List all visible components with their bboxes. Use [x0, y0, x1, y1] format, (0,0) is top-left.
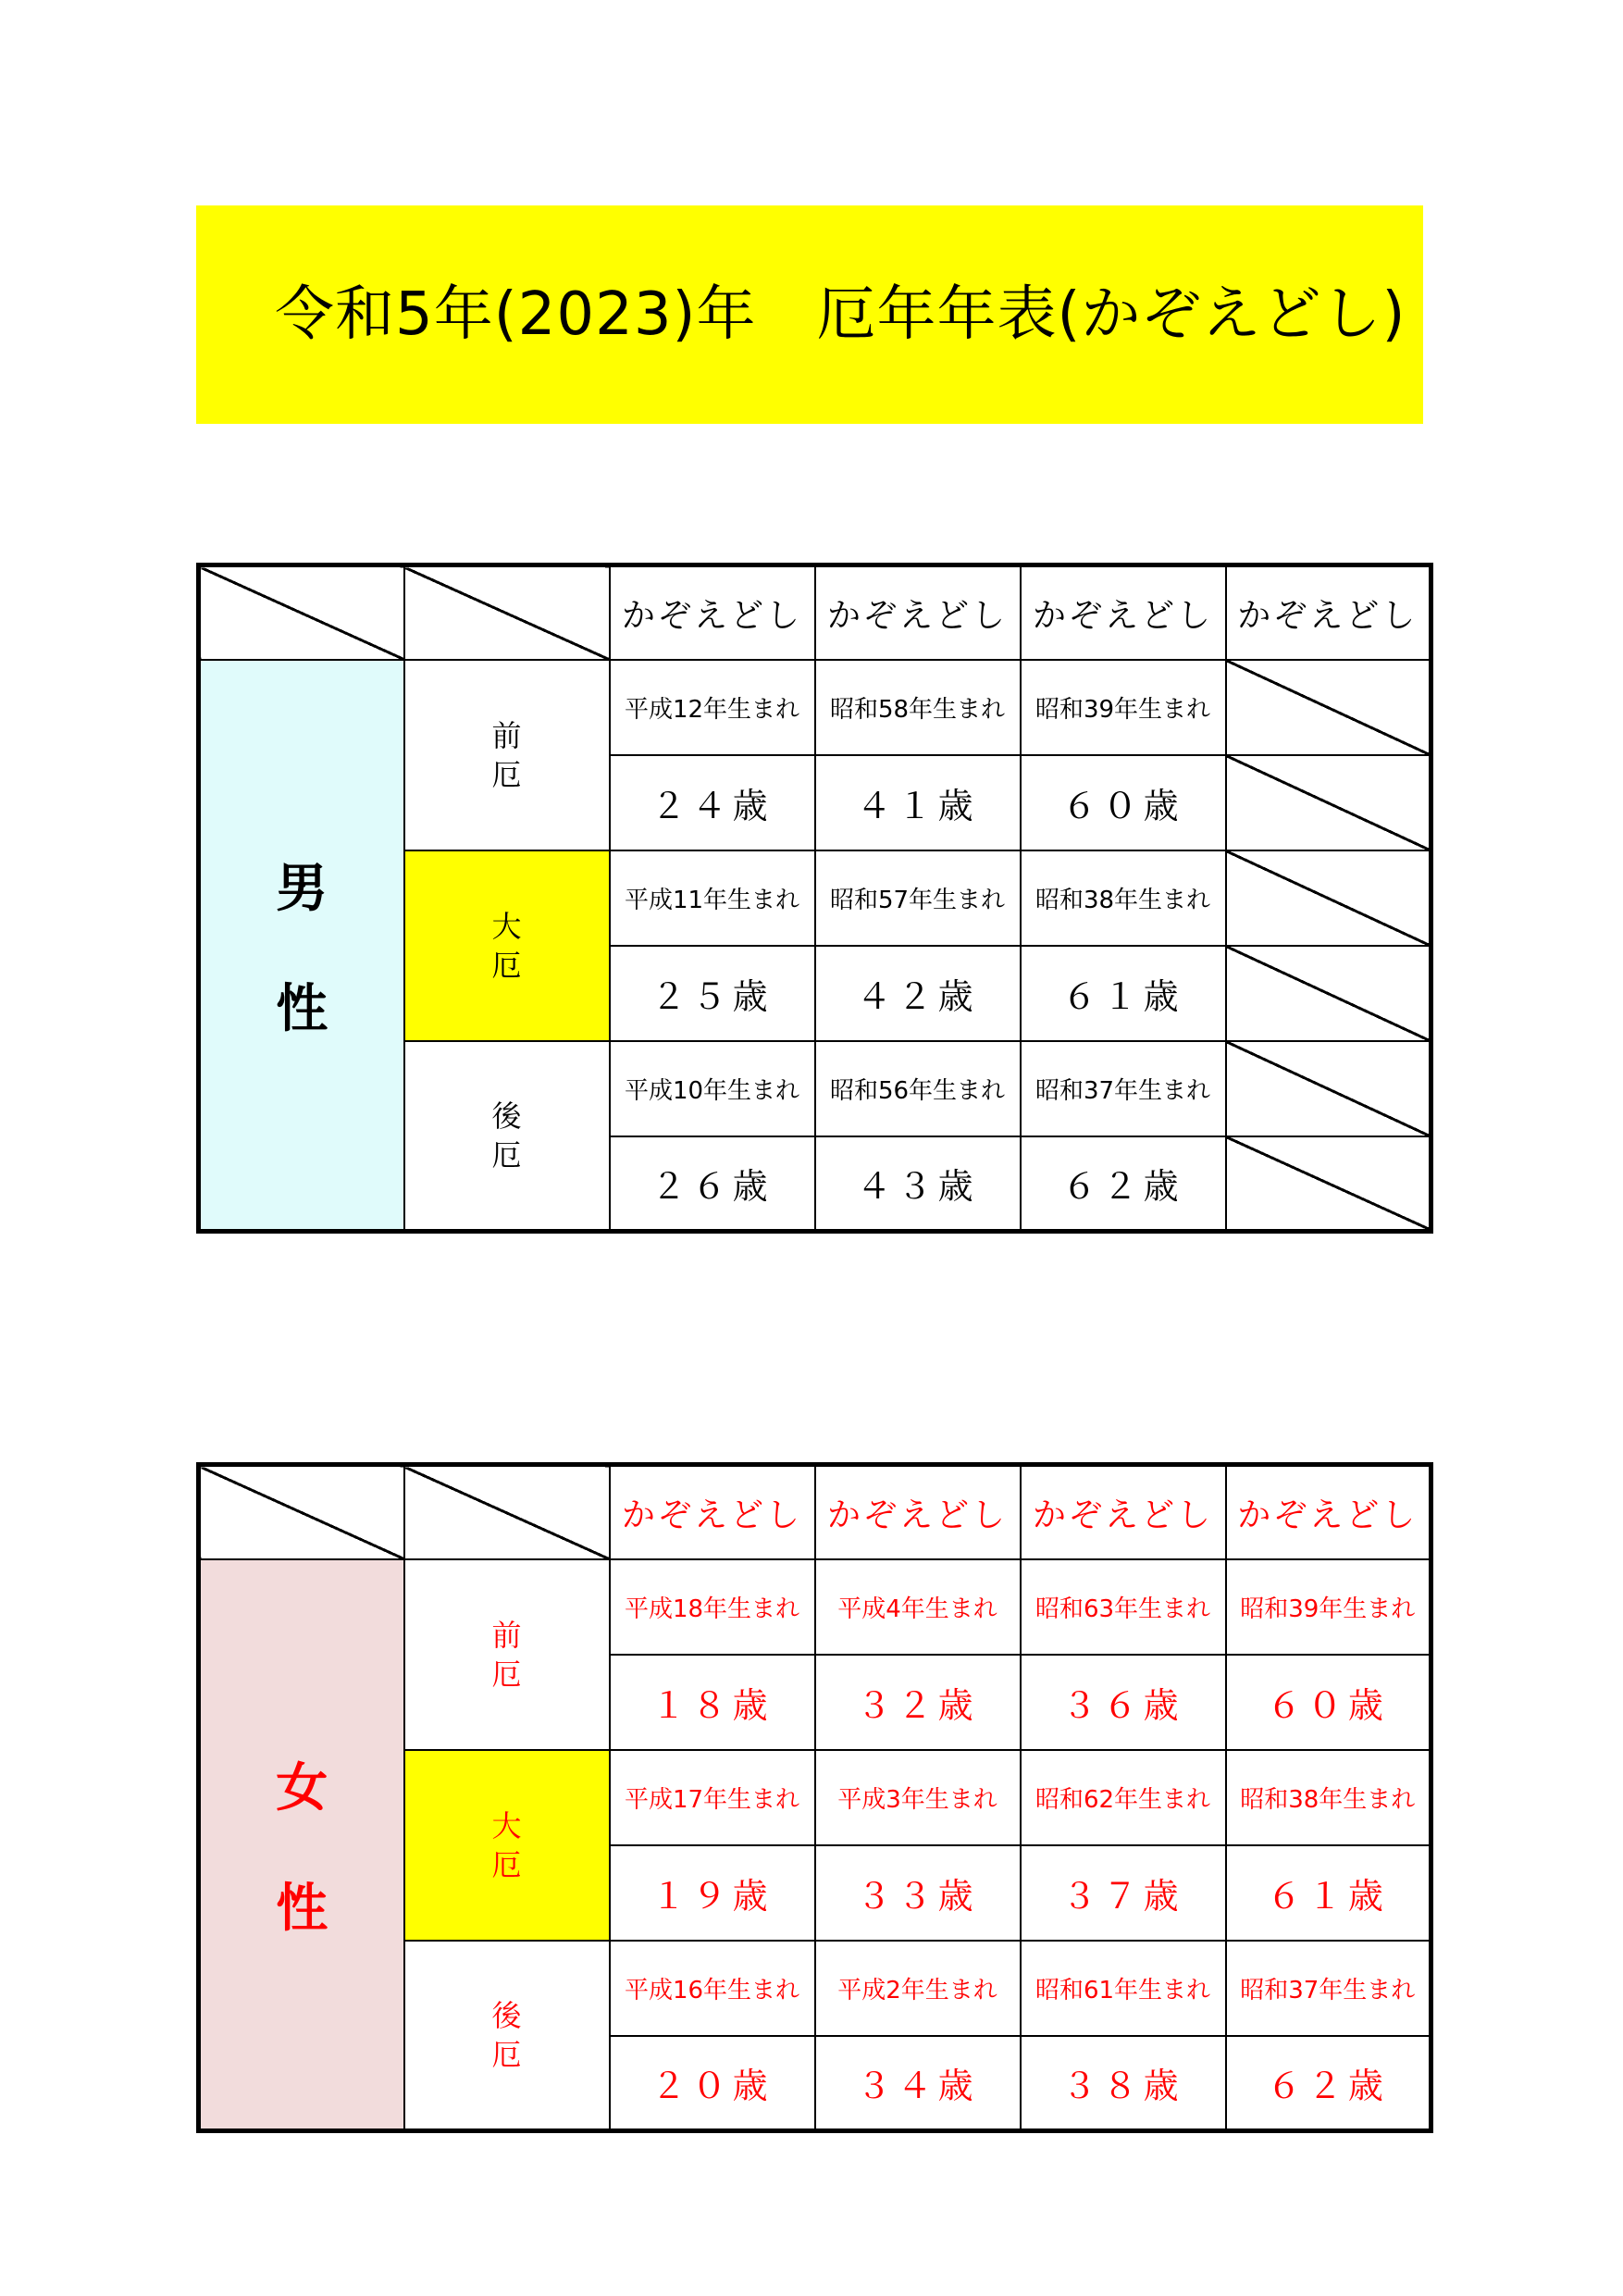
age-cell: ３４歳: [815, 2036, 1021, 2131]
birth-year-cell: 平成16年生まれ: [610, 1941, 815, 2036]
age-cell: ２４歳: [610, 755, 815, 850]
birth-year-cell: 昭和39年生まれ: [1226, 1559, 1431, 1655]
age-cell: ２０歳: [610, 2036, 815, 2131]
column-header: かぞえどし: [610, 1465, 815, 1559]
birth-year-cell: 昭和37年生まれ: [1226, 1941, 1431, 2036]
age-cell: ６１歳: [1021, 946, 1226, 1041]
birth-year-cell: 平成3年生まれ: [815, 1750, 1021, 1845]
age-cell: ４２歳: [815, 946, 1021, 1041]
period-label-atoyaku: 後 厄: [404, 1041, 610, 1232]
birth-year-cell: 平成18年生まれ: [610, 1559, 815, 1655]
age-cell: ４３歳: [815, 1136, 1021, 1232]
birth-year-cell: 昭和39年生まれ: [1021, 660, 1226, 755]
empty-diagonal-cell: [1226, 1041, 1431, 1136]
age-cell: ６１歳: [1226, 1845, 1431, 1941]
birth-year-cell: 昭和57年生まれ: [815, 850, 1021, 946]
column-header: かぞえどし: [610, 565, 815, 660]
birth-year-cell: 平成10年生まれ: [610, 1041, 815, 1136]
corner-diagonal-cell: [199, 565, 404, 660]
birth-year-cell: 平成4年生まれ: [815, 1559, 1021, 1655]
period-label-maeyaku: 前 厄: [404, 1559, 610, 1750]
birth-year-cell: 平成2年生まれ: [815, 1941, 1021, 2036]
women-yakudoshi-table: [196, 1462, 1433, 2133]
birth-year-cell: 昭和56年生まれ: [815, 1041, 1021, 1136]
age-cell: １９歳: [610, 1845, 815, 1941]
period-label-atoyaku: 後 厄: [404, 1941, 610, 2131]
birth-year-cell: 昭和37年生まれ: [1021, 1041, 1226, 1136]
age-cell: ３３歳: [815, 1845, 1021, 1941]
column-header: かぞえどし: [1021, 565, 1226, 660]
column-header: かぞえどし: [815, 565, 1021, 660]
birth-year-cell: 昭和61年生まれ: [1021, 1941, 1226, 2036]
birth-year-cell: 平成17年生まれ: [610, 1750, 815, 1845]
column-header: かぞえどし: [1226, 1465, 1431, 1559]
empty-diagonal-cell: [1226, 1136, 1431, 1232]
age-cell: ２６歳: [610, 1136, 815, 1232]
age-cell: ３６歳: [1021, 1655, 1226, 1750]
period-label-taiyaku: 大 厄: [404, 1750, 610, 1941]
age-cell: ６０歳: [1226, 1655, 1431, 1750]
age-cell: ６２歳: [1226, 2036, 1431, 2131]
birth-year-cell: 昭和58年生まれ: [815, 660, 1021, 755]
gender-label-women: 女 性: [199, 1559, 404, 2131]
age-cell: ６２歳: [1021, 1136, 1226, 1232]
empty-diagonal-cell: [1226, 850, 1431, 946]
corner-diagonal-cell: [404, 565, 610, 660]
corner-diagonal-cell: [404, 1465, 610, 1559]
age-cell: ３８歳: [1021, 2036, 1226, 2131]
birth-year-cell: 昭和63年生まれ: [1021, 1559, 1226, 1655]
birth-year-cell: 平成12年生まれ: [610, 660, 815, 755]
period-label-maeyaku: 前 厄: [404, 660, 610, 850]
birth-year-cell: 昭和62年生まれ: [1021, 1750, 1226, 1845]
age-cell: ４１歳: [815, 755, 1021, 850]
birth-year-cell: 昭和38年生まれ: [1021, 850, 1226, 946]
age-cell: １８歳: [610, 1655, 815, 1750]
birth-year-cell: 昭和38年生まれ: [1226, 1750, 1431, 1845]
gender-label-men: 男 性: [199, 660, 404, 1232]
empty-diagonal-cell: [1226, 755, 1431, 850]
age-cell: ２５歳: [610, 946, 815, 1041]
empty-diagonal-cell: [1226, 946, 1431, 1041]
age-cell: ３７歳: [1021, 1845, 1226, 1941]
corner-diagonal-cell: [199, 1465, 404, 1559]
empty-diagonal-cell: [1226, 660, 1431, 755]
page-title: 令和5年(2023)年 厄年年表(かぞえどし): [275, 280, 1406, 349]
period-label-taiyaku: 大 厄: [404, 850, 610, 1041]
column-header: かぞえどし: [1021, 1465, 1226, 1559]
title-banner: [196, 205, 1423, 424]
column-header: かぞえどし: [815, 1465, 1021, 1559]
column-header: かぞえどし: [1226, 565, 1431, 660]
birth-year-cell: 平成11年生まれ: [610, 850, 815, 946]
age-cell: ６０歳: [1021, 755, 1226, 850]
men-yakudoshi-table: [196, 563, 1433, 1234]
age-cell: ３２歳: [815, 1655, 1021, 1750]
